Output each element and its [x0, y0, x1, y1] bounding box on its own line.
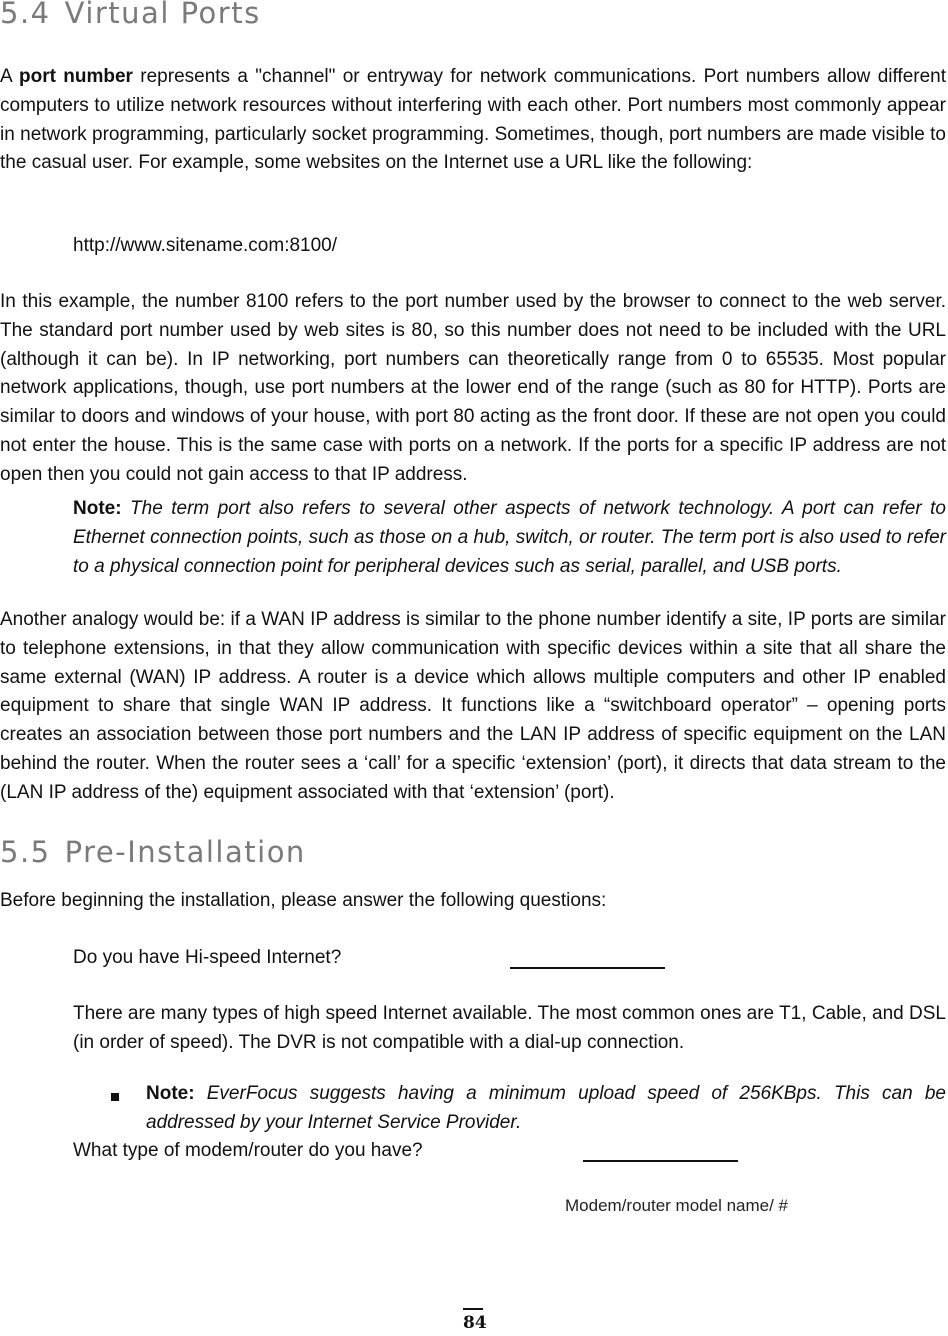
section-heading-pre-installation: [0, 835, 306, 869]
question-modem-router: What type of modem/router do you have?: [73, 1140, 423, 1161]
upload-speed-note: [146, 1080, 946, 1138]
modem-router-caption: Modem/router model name/ #: [565, 1196, 788, 1215]
pre-installation-intro: Before beginning the installation, please answer the following questions:: [0, 890, 607, 911]
page-number-rule: [463, 1308, 483, 1310]
port-number-term: port number: [18, 66, 133, 87]
internet-types-info: There are many types of high speed Internet available. The most common ones are T1, Cable, and DSL (in order of speed). The DVR is not compatible with a dial-up connection.: [73, 1003, 946, 1053]
section-heading-virtual-ports: [0, 0, 261, 30]
section-number: 5.4: [0, 0, 51, 30]
section-number: 5.5: [0, 835, 51, 869]
note-text: The term port also refers to several other aspects of network technology. A port can refer to Ethernet connection points, such as those on a hub, switch, or router. The term port is also used to refer to a physical connection point for peripheral devices such as serial, parallel, and USB ports.: [73, 498, 946, 577]
intro-rest: represents a "channel" or entryway for network communications. Port numbers allow different computers to utilize network resources without interfering with each other. Port numbers most commonly appear in network programming, particularly socket programming. Sometimes, though, port numbers are made visible to the casual user. For example, some websites on the Internet use a URL like the following:: [0, 66, 947, 174]
page-number: 84: [463, 1313, 487, 1333]
port-explanation-paragraph: In this example, the number 8100 refers to the port number used by the browser to connect to the web server. The standard port number used by web sites is 80, so this number does not need to be included with the URL (although it can be). In IP networking, port numbers can theoretically range from 0 to 65535. Most popular network applications, though, use port numbers at the lower end of the range (such as 80 for HTTP). Ports are similar to doors and windows of your house, with port 80 acting as the front door. If these are not open you could not enter the house. This is the same case with ports on a network. If the ports for a specific IP address are not open then you could not gain access to that IP address.: [0, 291, 946, 485]
port-number-intro-paragraph: [0, 63, 946, 178]
answer-blank-modem-router[interactable]: [583, 1160, 738, 1162]
question-hi-speed-internet: Do you have Hi-speed Internet?: [73, 947, 342, 968]
note-text: EverFocus suggests having a minimum upload speed of 256KBps. This can be addressed by your Internet Service Provider.: [146, 1083, 946, 1133]
url-example: http://www.sitename.com:8100/: [73, 235, 338, 256]
note-label: Note:: [73, 498, 122, 519]
square-bullet-icon: [111, 1093, 119, 1101]
section-title: Pre-Installation: [64, 835, 306, 869]
port-note: [73, 495, 946, 581]
answer-blank-internet[interactable]: [510, 967, 665, 969]
analogy-paragraph: Another analogy would be: if a WAN IP address is similar to the phone number identify a site, IP ports are similar to telephone extensions, in that they allow communication with specific devices within a site that all share the same external (WAN) IP address. A router is a device which allows multiple computers and other IP enabled equipment to share that single WAN IP address. It functions like a “switchboard operator” – opening ports creates an association between those port numbers and the LAN IP address of specific equipment on the LAN behind the router. When the router sees a ‘call’ for a specific ‘extension’ (port), it directs that data stream to the (LAN IP address of the) equipment associated with that ‘extension’ (port).: [0, 609, 946, 803]
intro-lead: A: [0, 66, 12, 87]
section-title: Virtual Ports: [64, 0, 261, 30]
note-label: Note:: [146, 1083, 195, 1104]
